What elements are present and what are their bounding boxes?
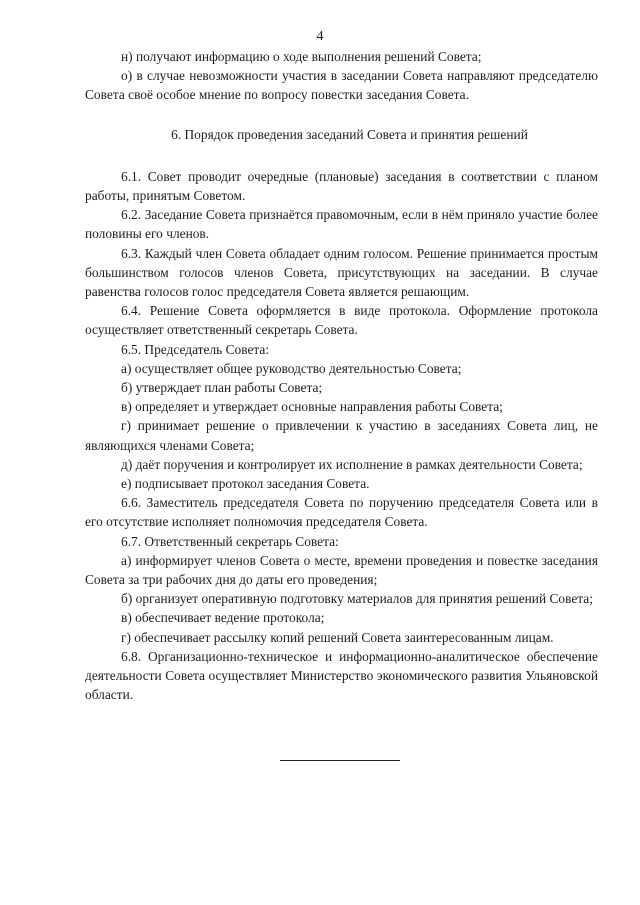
list-item-6-5-g: г) принимает решение о привлечении к участию в заседаниях Совета лиц, не являющихся членами Совета;	[85, 418, 598, 453]
paragraph-6-6: 6.6. Заместитель председателя Совета по поручению председателя Совета или в его отсутствие исполняет полномочия председателя Совета.	[85, 495, 598, 530]
paragraph-6-3: 6.3. Каждый член Совета обладает одним голосом. Решение принимается простым большинством голосов членов Совета, присутствующих на заседании. В случае равенства голосов голос председателя Совета является решающим.	[85, 245, 598, 300]
document-body	[85, 47, 598, 705]
paragraph-6-2: 6.2. Заседание Совета признаётся правомочным, если в нём приняло участие более половины его членов.	[85, 207, 598, 242]
page-number: 4	[316, 29, 324, 44]
list-item-6-5-v: в) определяет и утверждает основные направления работы Совета;	[121, 399, 503, 415]
list-item-6-7-b: б) организует оперативную подготовку материалов для принятия решений Совета;	[121, 591, 593, 607]
list-item-6-7-g: г) обеспечивает рассылку копий решений Совета заинтересованным лицам.	[121, 629, 554, 645]
paragraph-6-4: 6.4. Решение Совета оформляется в виде протокола. Оформление протокола осуществляет ответственный секретарь Совета.	[85, 303, 598, 338]
end-divider-line	[280, 760, 400, 761]
paragraph-o: о) в случае невозможности участия в заседании Совета направляют председателю Совета своё особое мнение по вопросу повестки заседания Совета.	[85, 68, 598, 103]
list-item-6-7-a: а) информирует членов Совета о месте, времени проведения и повестке заседания Совета за три рабочих дня до даты его проведения;	[85, 552, 598, 588]
section-heading: 6. Порядок проведения заседаний Совета и принятия решений	[171, 126, 528, 142]
list-item-6-5-a: а) осуществляет общее руководство деятельностью Совета;	[121, 360, 462, 376]
paragraph-6-1: 6.1. Совет проводит очередные (плановые) заседания в соответствии с планом работы, принятым Советом.	[85, 168, 598, 204]
list-item-6-7-v: в) обеспечивает ведение протокола;	[121, 610, 325, 626]
paragraph-6-7: 6.7. Ответственный секретарь Совета:	[121, 533, 339, 549]
list-item-6-5-e: е) подписывает протокол заседания Совета.	[121, 476, 370, 492]
paragraph-6-5: 6.5. Председатель Совета:	[121, 341, 270, 357]
paragraph-n: н) получают информацию о ходе выполнения решений Совета;	[121, 49, 482, 64]
list-item-6-5-b: б) утверждает план работы Совета;	[121, 380, 323, 396]
paragraph-6-8: 6.8. Организационно-техническое и информационно-аналитическое обеспечение деятельности Совета осуществляет Министерство экономического развития Ульяновской области.	[85, 648, 598, 703]
list-item-6-5-d: д) даёт поручения и контролирует их исполнение в рамках деятельности Совета;	[121, 456, 583, 472]
